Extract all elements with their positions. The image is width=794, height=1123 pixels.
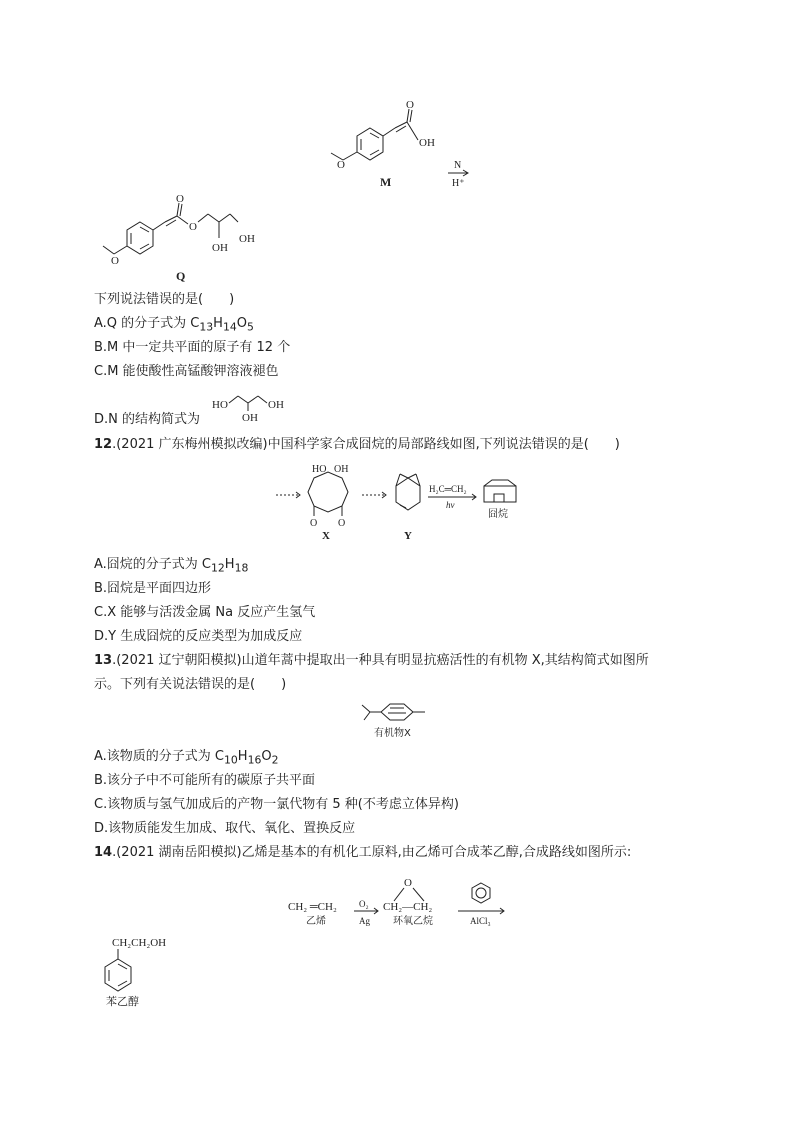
q13-a-h: H <box>237 749 248 764</box>
q11-option-c: C.M 能使酸性高锰酸钾溶液褪色 <box>94 364 279 379</box>
q12-option-d: D.Y 生成囧烷的反应类型为加成反应 <box>94 629 303 644</box>
q12-a-sub1: 12 <box>211 561 225 575</box>
q13-a-sub3: 2 <box>271 753 279 767</box>
q11-a-prefix: A.Q 的分子式为 C <box>94 316 200 331</box>
n-oh-center: OH <box>242 412 258 424</box>
q13-stem-text: .(2021 辽宁朝阳模拟)山道年蒿中提取出一种具有明显抗癌活性的有机物 X,其结构简式如图所 <box>112 653 649 668</box>
q13-option-d: D.该物质能发生加成、取代、氧化、置换反应 <box>94 821 356 836</box>
arrow1-o2: O₂ <box>359 899 369 909</box>
q12-reagent: H₂C═CH₂ <box>429 484 467 494</box>
n-oh-right: OH <box>268 399 284 411</box>
n-ho: HO <box>212 399 228 411</box>
q11-stem: 下列说法错误的是( ) <box>94 292 235 307</box>
q-label: Q <box>176 269 186 283</box>
q13-option-c: C.该物质与氢气加成后的产物一氯代物有 5 种(不考虑立体异构) <box>94 797 459 812</box>
q12-option-c: C.X 能够与活泼金属 Na 反应产生氢气 <box>94 605 316 620</box>
q11-a-sub1: 13 <box>199 320 214 334</box>
q11-a-sub2: 14 <box>222 320 237 334</box>
q12-option-b: B.囧烷是平面四边形 <box>94 581 212 596</box>
m-oh-label: OH <box>419 137 435 149</box>
q12-a-sub2: 18 <box>234 561 249 575</box>
jiongane-label: 囧烷 <box>488 509 508 520</box>
epoxide-o: O <box>404 877 412 889</box>
ethylene-name: 乙烯 <box>306 916 326 927</box>
q14-number: 14 <box>94 845 113 860</box>
arrow2-alcl3: AlCl₃ <box>470 916 491 926</box>
q-ester-o: O <box>189 221 197 233</box>
x-ho: HO <box>312 464 327 475</box>
q12-hv: hν <box>446 500 455 510</box>
q11-option-b: B.M 中一定共平面的原子有 12 个 <box>94 340 291 355</box>
phenylethanol-chain: CH₂CH₂OH <box>112 937 167 949</box>
q-carbonyl-o: O <box>176 193 184 205</box>
q12-a-prefix: A.囧烷的分子式为 C <box>94 557 212 572</box>
ethylene-formula: CH₂ ═CH₂ <box>288 901 337 913</box>
phenylethanol-name: 苯乙醇 <box>106 995 139 1008</box>
m-methoxy-o: O <box>337 159 345 171</box>
q12-a-h: H <box>224 557 235 572</box>
q14-stem-text: .(2021 湖南岳阳模拟)乙烯是基本的有机化工原料,由乙烯可合成苯乙醇,合成路线如图所示: <box>112 845 632 860</box>
q13-x-label: 有机物X <box>374 728 411 739</box>
q11-a-sub3: 5 <box>246 320 254 334</box>
x-o-right: O <box>338 518 346 529</box>
q12-stem-text: .(2021 广东梅州模拟改编)中国科学家合成囧烷的局部路线如图,下列说法错误的是( ) <box>112 437 620 452</box>
q13-a-o: O <box>261 749 272 764</box>
x-oh: OH <box>334 464 349 475</box>
arrow-reagent-h: H⁺ <box>452 178 465 189</box>
m-carbonyl-o: O <box>406 99 414 111</box>
arrow-reagent-n: N <box>454 160 462 171</box>
q-methoxy-o: O <box>111 255 119 267</box>
q13-stem-line2: 示。下列有关说法错误的是( ) <box>94 677 287 692</box>
q-oh-1: OH <box>239 233 255 245</box>
arrow1-ag: Ag <box>359 916 370 926</box>
epoxide-formula: CH₂—CH₂ <box>383 901 433 913</box>
m-label: M <box>380 175 392 189</box>
q11-a-h: H <box>213 316 223 331</box>
q13-number: 13 <box>94 653 113 668</box>
x-label: X <box>322 530 330 542</box>
q13-option-b: B.该分子中不可能所有的碳原子共平面 <box>94 773 316 788</box>
q11-option-d: D.N 的结构简式为 <box>94 412 200 427</box>
q13-a-sub1: 10 <box>224 753 238 767</box>
q13-a-prefix: A.该物质的分子式为 C <box>94 749 225 764</box>
epoxide-name: 环氧乙烷 <box>393 916 433 927</box>
q-oh-2: OH <box>212 242 228 254</box>
q13-a-sub2: 16 <box>247 753 262 767</box>
y-label: Y <box>404 530 412 542</box>
q11-a-o: O <box>236 316 247 331</box>
x-o-left: O <box>310 518 318 529</box>
q12-number: 12 <box>94 437 113 452</box>
